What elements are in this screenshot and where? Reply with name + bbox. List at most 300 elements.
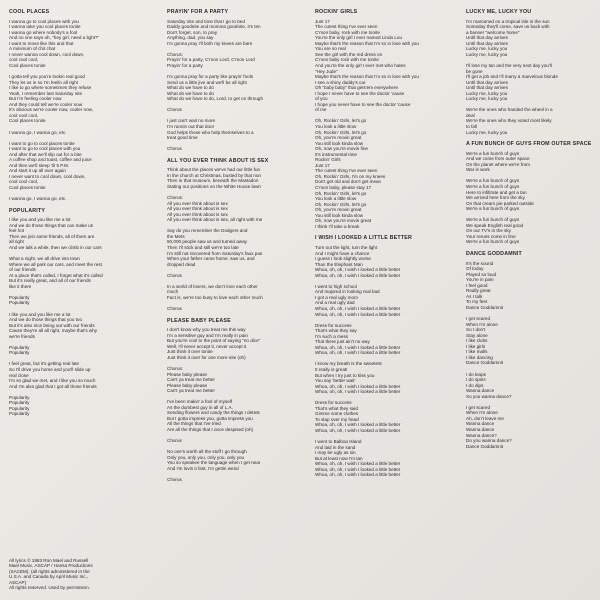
- lyric-line: to fall: [466, 123, 477, 129]
- song-block: [466, 141, 594, 245]
- song-title: PLEASE BABY PLEASE: [167, 317, 231, 324]
- lyric-line: And you're the only girl I ever met who hates: [315, 62, 406, 68]
- lyric-line: I want to move like this and that: [9, 40, 74, 46]
- lyric-line: Then I'll stick and still we're too late: [167, 244, 239, 250]
- lyric-line: It's obvious we're cooler now, cooler now,: [9, 107, 93, 113]
- lyric-line: And I'm lovin it fast, I'm gettin weird: [167, 465, 239, 471]
- lyric-line: At a place that's called, I forget what it's called: [9, 272, 103, 278]
- lyric-line: I see a shiny daddy's car: [315, 79, 366, 85]
- lyric-line: like it there: [9, 283, 32, 289]
- lyric-line: Chorus: [167, 107, 182, 113]
- lyric-line: Your reruns come in fine: [466, 233, 516, 239]
- copyright-line: (SACEM). (all rights administered in the: [9, 568, 90, 574]
- lyric-line: I guess I look slightly worse: [315, 256, 371, 262]
- lyric-line: Only you, only you, only you, only you: [167, 454, 245, 460]
- lyric-line: Whoa, oh, oh, I wish I looked a little better: [315, 272, 401, 278]
- lyric-line: We're the ones who they voted most likely: [466, 118, 552, 124]
- lyric-line: I never wanna cool down, cool down,: [9, 51, 85, 57]
- song-title: ROCKIN' GIRLS: [315, 9, 358, 15]
- lyric-line: And we talk a while, then we climb in our cars: [9, 244, 102, 250]
- lyric-line: I got a real ugly mom: [315, 294, 358, 300]
- lyrics-body: [9, 217, 149, 417]
- lyric-line: All you ever think about is sex: [167, 200, 228, 206]
- lyric-line: Wanna dance: [466, 388, 495, 394]
- lyric-line: In a world of lovers, we don't love each other: [167, 283, 258, 289]
- lyric-line: But it's really great, and all of our friends: [9, 278, 91, 284]
- lyric-line: cool cool cool,: [9, 57, 39, 63]
- lyric-line: Please baby please: [167, 382, 208, 388]
- lyric-line: Chorus:: [167, 51, 184, 57]
- lyric-line: Oh, Rockin' Girls, let's go: [315, 118, 367, 124]
- lyric-line: You are so real: [315, 46, 346, 52]
- lyric-line: So you wanna dance?: [466, 393, 512, 399]
- copyright-notice: [9, 558, 93, 591]
- lyric-line: That there just ain't no way: [315, 339, 370, 345]
- lyric-line: All the things that I've tried: [167, 421, 221, 427]
- lyric-line: Don't forget, son, to pray: [167, 29, 218, 35]
- lyric-line: I want to go to cool places with you: [9, 146, 81, 152]
- lyric-line: You're in pain: [466, 277, 494, 283]
- lyric-line: I wanna take you cool places tonite: [9, 24, 81, 30]
- lyrics-body: [167, 19, 307, 152]
- copyright-line: U.S.A. and Canada by April Music Inc.,: [9, 574, 89, 580]
- lyric-line: Popularity: [9, 350, 30, 356]
- lyrics-column-4: [466, 9, 594, 597]
- lyrics-body: [167, 167, 307, 311]
- lyric-line: Cool places tonite: [9, 185, 46, 190]
- lyric-line: Then we join some friends, all of them are: [9, 233, 95, 239]
- lyric-line: all right: [9, 239, 24, 245]
- lyric-line: Maybe that's the reason that I'm so in love with you: [315, 74, 419, 80]
- lyric-line: I know my breath is the sweetest: [315, 361, 382, 367]
- lyric-line: A minimum of chit chat: [9, 46, 56, 52]
- lyric-line: I'm gonna pray I'll both my knees are bare: [167, 40, 253, 46]
- lyric-line: Popularity: [9, 394, 30, 400]
- lyric-line: And then we'll sleep 'til 5 P.M.: [9, 162, 70, 168]
- lyric-line: No one's worth all the stuff I go through: [167, 449, 247, 455]
- lyric-line: I never want to cool down, cool down,: [9, 173, 86, 179]
- lyric-line: We're a fun bunch of guys: [466, 183, 520, 189]
- lyric-line: I'm gonna pray for a party like prayin' fools: [167, 74, 254, 80]
- lyric-line: Whoa, oh, oh, I wish I looked a little better: [315, 344, 401, 350]
- lyric-line: Dress for success: [315, 322, 352, 328]
- lyric-line: The cutest thing I've ever seen: [315, 168, 378, 174]
- lyric-line: Whoa, oh, oh, I wish I looked a little better: [315, 267, 401, 273]
- lyric-line: I like clubs: [466, 338, 488, 344]
- lyric-line: I like you and you like me a lot: [9, 217, 71, 223]
- lyric-line: Really great: [466, 288, 491, 294]
- lyric-line: of you: [315, 96, 328, 102]
- lyric-line: C'mon baby, rock with me tonite: [315, 29, 380, 35]
- lyric-line: Until that day arrives: [466, 85, 508, 91]
- lyric-line: Chorus:: [167, 365, 184, 371]
- lyric-line: cool cool cool,: [9, 112, 39, 118]
- song-block: [315, 9, 463, 229]
- lyric-line: We're a fun bunch of guys: [466, 178, 520, 184]
- lyric-line: Where we all park our cars, and meet the rest: [9, 261, 102, 267]
- lyric-line: And I'm also glad that I got all those friends: [9, 383, 97, 389]
- song-title: PRAYIN' FOR A PARTY: [167, 9, 229, 15]
- song-block: [466, 251, 594, 449]
- lyric-line: To slap over my head: [315, 416, 359, 422]
- lyric-line: That's what they said: [315, 405, 359, 411]
- lyric-line: God helps those who help themselves to a: [167, 129, 254, 135]
- lyric-line: Chorus: [167, 272, 182, 278]
- lyric-line: It really is great!: [315, 367, 348, 372]
- lyric-line: Anything, dad, you say: [167, 35, 214, 41]
- lyric-line: Lucky me, lucky you: [466, 90, 508, 96]
- lyric-line: Can't ya treat me better: [167, 388, 215, 394]
- lyric-line: Dance Goddamnit: [466, 443, 504, 449]
- lyric-line: I like dancing: [466, 354, 493, 360]
- lyric-line: I've been makin' a fool of myself: [167, 399, 233, 405]
- lyric-line: Someday they'll come, save us back with: [466, 24, 550, 30]
- lyric-line: When I'm alone: [466, 410, 498, 416]
- lyric-line: I went to Balboa Island: [315, 439, 362, 445]
- lyric-line: I like malls: [466, 349, 488, 355]
- lyric-line: But it's also nice being out with our friends: [9, 322, 95, 328]
- song-title: LUCKY ME, LUCKY YOU: [466, 9, 532, 15]
- lyric-line: Dance Goddamnit: [466, 360, 504, 366]
- lyric-line: But at least now I'm tan: [315, 455, 363, 461]
- lyric-line: We speak English real good: [466, 222, 524, 228]
- lyric-line: Whoa, oh, oh, I wish I looked a little better: [315, 466, 401, 472]
- lyric-line: Oh "baby baby" that gets'em everywhere: [315, 85, 399, 91]
- lyric-line: But you're cool to the point of saying "no dice": [167, 338, 261, 344]
- lyric-line: I wanna go, I wanna go, etc.: [9, 196, 67, 202]
- lyric-line: We're a fun bunch of guys: [466, 239, 520, 245]
- lyric-line: Cool places tonite: [9, 118, 46, 124]
- lyric-line: Send us a little jive and we'll be all right: [167, 79, 247, 85]
- lyric-line: Maybe that's the reason that I'm so in love with you: [315, 40, 419, 46]
- lyric-line: be gone: [466, 68, 483, 74]
- lyric-line: I do spins: [466, 377, 486, 383]
- lyric-line: I'm marooned on a tropical isle in the sun: [466, 18, 550, 24]
- lyric-line: I'm still not recovered from Saturday's faux pas: [167, 250, 263, 256]
- lyric-line: And we come from outer space: [466, 156, 530, 162]
- lyric-line: What do we have to do: [167, 90, 214, 96]
- lyrics-column-1: [9, 9, 149, 597]
- lyric-line: I get scared: [466, 404, 491, 410]
- lyric-line: Can't ya treat me better: [167, 377, 215, 383]
- lyric-line: On the planet where we're from: [466, 161, 530, 167]
- song-block: [9, 9, 149, 202]
- lyric-line: And start it up all over again: [9, 168, 66, 174]
- song-block: [167, 158, 307, 312]
- lyric-line: Whoa, oh, oh, I wish I looked a little better: [315, 422, 401, 428]
- lyric-line: You still look kinda slow: [315, 212, 364, 218]
- lyric-line: Daddy goodnite and momma goodnite, it's ten: [167, 24, 261, 30]
- lyric-line: 50,000 people saw us and turned away: [167, 239, 247, 245]
- lyric-line: Oh, you're movin great: [315, 135, 362, 141]
- copyright-line: All lyrics © 1983 Ron Mael and Russell: [9, 557, 89, 563]
- lyric-line: What a night, we all drive into town: [9, 256, 80, 262]
- lyrics-column-2: [167, 9, 307, 597]
- lyric-line: When I'm alone: [466, 321, 498, 327]
- lyric-line: feel hot: [9, 228, 25, 234]
- lyric-line: All you ever think about is sex, all right with me: [167, 217, 263, 223]
- song-title: I WISH I LOOKED A LITTLE BETTER: [315, 235, 413, 242]
- lyric-line: Oh, Rockin' Girls, I'm on my knees: [315, 173, 386, 179]
- lyric-line: Just 17: [315, 162, 330, 168]
- lyric-line: dropped dead: [167, 261, 196, 267]
- lyric-line: treat good time: [167, 135, 198, 141]
- lyric-line: You look a little slow: [315, 196, 357, 202]
- lyric-line: Here to infiltrate and get a tan: [466, 189, 527, 195]
- lyric-line: I'm a sensitive guy and I'm really in pain: [167, 332, 248, 338]
- lyric-line: Played so loud: [466, 271, 497, 277]
- lyric-line: of me: [315, 107, 327, 113]
- lyric-line: a banner "welcome home": [466, 29, 520, 35]
- lyric-line: All you ever think about is sex: [167, 206, 228, 212]
- lyric-line: I think I'll take a break: [315, 223, 360, 229]
- lyric-line: Oh, now you're movin fine: [315, 146, 368, 152]
- lyric-line: Just think it over tonite: [167, 349, 213, 355]
- lyrics-body: [466, 151, 594, 245]
- lyric-line: I feel great, but it's getting real late: [9, 361, 80, 367]
- lyric-line: You still look kinda slow: [315, 140, 364, 146]
- lyric-line: As the dumbest guy in all of L.A.: [167, 404, 233, 410]
- lyric-line: I wanna go, I wanna go, etc.: [9, 129, 67, 135]
- lyrics-body: [9, 19, 149, 202]
- lyric-line: It's the sound: [466, 260, 494, 266]
- lyric-line: Than the Elephant Man: [315, 261, 363, 267]
- lyric-line: "Hey Jude": [315, 68, 338, 74]
- lyric-line: We're the ones who handed the wheel in a: [466, 107, 553, 113]
- copyright-line: ASCAP): [9, 579, 27, 585]
- lyric-line: We're a fun bunch of guys: [466, 150, 520, 156]
- lyric-line: I do leaps: [466, 371, 486, 377]
- lyric-line: We're a fun bunch of guys: [466, 206, 520, 212]
- lyric-line: And we do those things that can make us: [9, 222, 94, 228]
- lyric-line: much: [167, 289, 179, 295]
- lyric-line: Prayin' for a party, C'mon Lord, C'mon Lord: [167, 57, 255, 63]
- lyric-line: I get scared: [466, 316, 491, 322]
- lyric-line: Until that day arrives: [466, 35, 508, 41]
- song-block: [315, 235, 463, 478]
- lyric-line: You so speakee the language when I get near: [167, 460, 261, 466]
- lyric-line: On our TV's in the sky: [466, 228, 511, 234]
- lyric-line: And they could tell we're cooler now: [9, 101, 83, 107]
- lyric-line: Popularity: [9, 300, 30, 306]
- lyric-line: Wanna dance: [466, 426, 495, 432]
- lyric-line: C'mon baby, please stay 17: [315, 185, 372, 190]
- lyric-line: What do we have to do, Lord, to get on through: [167, 96, 264, 102]
- lyric-line: Saturday nite and time that I go to bed: [167, 18, 245, 24]
- lyric-line: Lucky me, lucky you: [466, 96, 508, 102]
- lyric-line: Oh, you're movin great: [315, 207, 362, 213]
- lyric-line: I gotta tell you you're lookin real good: [9, 74, 85, 80]
- lyric-line: Think about the places we've had our little fun: [167, 167, 261, 173]
- lyric-line: real close: [9, 372, 29, 378]
- song-title: DANCE GODDAMNIT: [466, 250, 522, 257]
- lyric-line: I hope you never have to see the doctor 'cause: [315, 101, 411, 107]
- lyric-line: I'll get a job and I'll marry a marvelous blonde: [466, 74, 558, 80]
- lyric-line: deal: [466, 112, 475, 118]
- lyric-line: Don't get old and don't get mean: [315, 179, 382, 185]
- lyric-line: I hope I never have to see the doctor 'cause: [315, 90, 405, 96]
- lyric-line: That's what they say: [315, 328, 357, 334]
- lyric-line: Dress for success: [315, 400, 352, 406]
- lyric-line: Lucky me, lucky you: [466, 51, 508, 57]
- lyric-line: Just think it over for one more nite (oh): [167, 354, 246, 360]
- lyric-line: Dance Goddamnit: [466, 304, 504, 310]
- lyric-line: Whoa, oh, oh, I wish I looked a little better: [315, 461, 401, 467]
- lyric-line: And no one says uh, "hey girl, need a light?": [9, 35, 100, 41]
- lyric-line: I wanna go where nobody's a fool: [9, 29, 78, 35]
- lyrics-body: [466, 261, 594, 450]
- lyric-line: When your father came home, saw us, and: [167, 256, 255, 262]
- lyric-line: War is work: [466, 167, 490, 173]
- lyric-line: They let us in so I'm feelin all right: [9, 79, 79, 85]
- lyric-line: And laid in the sand: [315, 444, 356, 450]
- lyric-line: Prayin' for a party: [167, 62, 203, 68]
- lyric-line: So I don't: [466, 327, 486, 333]
- lyric-line: You're the only girl I ever named Linda Lou: [315, 35, 403, 41]
- lyric-line: To my feet: [466, 299, 488, 305]
- lyric-line: A coffee shop and toast, coffee and juice: [9, 157, 92, 163]
- lyric-line: Cool places tonite: [9, 62, 46, 68]
- lyric-line: But I'm feeling cooler now: [9, 96, 62, 102]
- lyric-line: Whoa, oh, oh, I wish I looked a little better: [315, 428, 401, 434]
- lyric-line: Then in that museum, beneath the Mastadon: [167, 178, 259, 184]
- lyric-line: So I'll drive you home and you'll slide up: [9, 367, 91, 372]
- lyrics-body: [167, 327, 307, 482]
- song-block: [9, 208, 149, 417]
- lyric-line: And we do those things that you too: [9, 317, 83, 323]
- lyric-line: I want to go to cool places tonite: [9, 140, 75, 146]
- lyrics-body: [466, 19, 594, 135]
- lyric-line: It's instrumental time: [315, 151, 357, 157]
- lyric-line: cool cool cool,: [9, 179, 39, 185]
- song-title: POPULARITY: [9, 207, 46, 214]
- song-block: [167, 9, 307, 152]
- lyric-line: Popularity: [9, 344, 30, 350]
- lyric-line: Chorus: [167, 438, 182, 444]
- lyric-line: I like to go where sometimes they refuse: [9, 85, 92, 91]
- lyric-line: But I gotta impress you, gotta impress you: [167, 415, 253, 421]
- lyric-line: In the church at Christmas, busted by that nun: [167, 172, 261, 178]
- lyric-line: I do dips: [466, 382, 484, 388]
- lyric-line: Popularity: [9, 294, 30, 300]
- lyric-line: And a real ugly dad: [315, 300, 355, 306]
- lyric-line: Are all the things that I once despised (oh): [167, 426, 254, 432]
- lyric-line: Stating our positions on the White House lawn: [167, 183, 261, 189]
- lyric-line: Popularity: [9, 400, 30, 406]
- song-title: A FUN BUNCH OF GUYS FROM OUTER SPACE: [466, 141, 592, 148]
- lyric-line: Chorus: [167, 146, 182, 152]
- lyric-line: I'm so glad we met, and I like you so much: [9, 378, 96, 384]
- lyric-line: Popularity: [9, 405, 30, 411]
- lyric-line: the Mets: [167, 233, 185, 239]
- lyric-line: Whoa, oh, oh, I wish I looked a little better: [315, 383, 401, 389]
- song-title: COOL PLACES: [9, 9, 50, 15]
- lyric-line: We're a fun bunch of guys: [466, 217, 520, 223]
- lyric-line: Whoa, oh, oh, I wish I looked a little better: [315, 350, 401, 356]
- lyric-line: Whoa, oh, oh, I wish I looked a little better: [315, 311, 401, 317]
- lyric-line: The cutest thing I've ever seen: [315, 24, 378, 30]
- lyric-line: All you ever think about is sex: [167, 211, 228, 217]
- lyric-line: And majored in looking real bad: [315, 289, 380, 295]
- lyric-line: I don't know why you treat me this way: [167, 327, 246, 333]
- lyric-line: You say 'better wait': [315, 378, 356, 384]
- lyric-line: Whoa, oh, oh, I wish I looked a little better: [315, 389, 401, 395]
- lyric-line: Until that day arrives: [466, 40, 508, 46]
- song-block: [466, 9, 594, 135]
- lyrics-body: [315, 19, 463, 230]
- lyric-line: Chorus:: [167, 195, 184, 201]
- song-title: ALL YOU EVER THINK ABOUT IS SEX: [167, 157, 269, 164]
- lyric-line: Well, I'll never accept it, never accept it: [167, 343, 247, 349]
- lyric-line: What do we have to do: [167, 85, 214, 91]
- lyric-line: we're friends: [9, 333, 35, 339]
- lyric-line: I'm such a mess: [315, 333, 349, 339]
- lyric-line: I went to high school: [315, 283, 357, 289]
- lyric-line: Sending flowers and candy the things I detest: [167, 410, 260, 416]
- lyric-line: I like girls: [466, 343, 486, 349]
- lyric-line: Lucky me, lucky you: [466, 129, 508, 135]
- lyric-line: Yeah, I remember last Saturday nite: [9, 90, 83, 96]
- lyric-line: I'll lose my tan and the very next day you'll: [466, 62, 552, 68]
- lyric-line: Lucky me, lucky you: [466, 46, 508, 52]
- lyric-line: C'mon baby rock with me tonite: [315, 57, 379, 63]
- lyric-line: of our friends: [9, 267, 36, 273]
- lyric-line: I like you and you like me a lot: [9, 311, 71, 317]
- lyric-line: Fact is, we're too busy to love each other much: [167, 294, 263, 300]
- lyric-line: I feel good: [466, 282, 488, 288]
- lyric-line: Just 17: [315, 18, 330, 24]
- lyric-line: Cause they're all all right, maybe that's why: [9, 328, 98, 334]
- lyric-line: Ah, don't leave me: [466, 415, 504, 421]
- lyric-line: Whoa, oh, oh, I wish I looked a little better: [315, 305, 401, 311]
- lyric-line: Say do you remember the Dodgers and: [167, 228, 248, 234]
- lyric-line: And after that we'll slip out for a bite: [9, 151, 82, 157]
- lyric-line: Of today: [466, 266, 484, 272]
- lyric-line: We arrived here from the sky: [466, 195, 525, 201]
- lyrics-column-3: [315, 9, 463, 597]
- copyright-line: All rights reserved. Used by permission.: [9, 585, 90, 591]
- lyric-line: Stay alone: [466, 332, 488, 338]
- lyric-line: Oh, Rockin' Girls, let's go: [315, 190, 367, 196]
- copyright-line: Mael Music, ASCAP / Hansa Productions: [9, 563, 93, 569]
- lyric-line: Whoa, oh, oh, I wish I looked a little better: [315, 472, 401, 478]
- lyric-line: Please baby please: [167, 371, 208, 377]
- lyric-line: I wanna go to cool places with you: [9, 18, 79, 24]
- lyric-line: I just can't wait no more: [167, 118, 216, 124]
- lyric-line: Until that day arrives: [466, 79, 508, 85]
- lyric-line: As I talk: [466, 293, 483, 299]
- lyric-line: But when I try just to kiss you: [315, 372, 375, 378]
- lyric-line: Chorus: [167, 305, 182, 311]
- lyric-line: On that cream pie parked outside: [466, 200, 534, 206]
- lyric-line: And I might have a chance: [315, 250, 370, 256]
- lyric-line: I'm runnin out that door: [167, 123, 215, 129]
- lyric-line: Oh, Rockin' Girls, let's go: [315, 129, 367, 135]
- lyric-line: Gimme some clothes: [315, 411, 359, 417]
- lyric-line: You look a little slow: [315, 123, 357, 129]
- lyric-line: Do you wanna dance?: [466, 438, 512, 444]
- lyric-line: Oh, now you're movin great: [315, 218, 372, 224]
- song-block: [167, 318, 307, 483]
- lyric-line: See the girl with the red dress on: [315, 51, 383, 57]
- lyric-line: Rockin' Girls: [315, 157, 341, 163]
- lyrics-body: [315, 245, 463, 478]
- lyric-line: Wanna dance?: [466, 432, 497, 438]
- lyric-line: Wanna dance: [466, 421, 495, 427]
- lyric-line: Turn out the light, turn the light: [315, 244, 378, 250]
- lyric-line: Popularity: [9, 411, 30, 417]
- lyric-line: Oh, Rockin' Girls, let's go: [315, 201, 367, 207]
